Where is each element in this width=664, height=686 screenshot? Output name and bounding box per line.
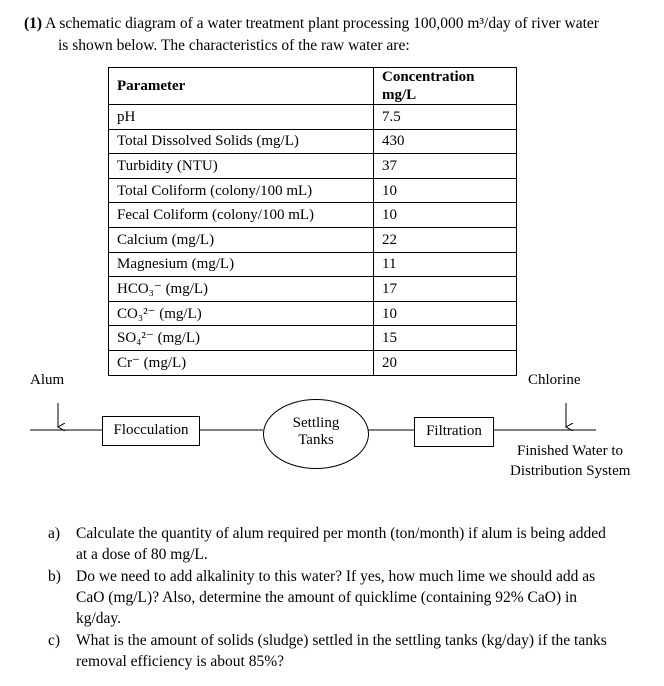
settling-tanks-ellipse [263,399,369,469]
filtration-label: Filtration [426,423,482,439]
parameter-cell: CO₃²⁻ (mg/L) [109,301,374,326]
intro-line-2: is shown below. The characteristics of the raw water are: [58,37,410,54]
problem-number: (1) [24,15,43,32]
question-list [48,523,608,673]
concentration-cell: 22 [374,227,517,252]
filtration-box [414,417,494,447]
parameter-cell: Cr⁻ (mg/L) [109,350,374,375]
question-text: Do we need to add alkalinity to this water? If yes, how much lime we should add as CaO (mg/L)? Also, determine the amount of quicklime (containing 92% CaO) in kg/day. [76,568,596,627]
concentration-cell: 17 [374,277,517,302]
concentration-cell: 430 [374,129,517,154]
finished-water-label-line2: Distribution System [510,463,631,479]
header-parameter: Parameter [109,68,374,105]
alum-label: Alum [30,372,65,388]
concentration-cell: 10 [374,178,517,203]
concentration-cell: 15 [374,326,517,351]
intro-line-1: A schematic diagram of a water treatment plant processing 100,000 m³/day of river water [45,15,599,32]
parameter-cell: Fecal Coliform (colony/100 mL) [109,203,374,228]
concentration-cell: 10 [374,301,517,326]
parameter-cell: pH [109,105,374,130]
parameter-cell: HCO₃⁻ (mg/L) [109,277,374,302]
parameter-cell: Calcium (mg/L) [109,227,374,252]
question-letter: c) [48,632,61,649]
parameter-cell: Magnesium (mg/L) [109,252,374,277]
concentration-cell: 7.5 [374,105,517,130]
question-text: Calculate the quantity of alum required per month (ton/month) if alum is being added at a dose of 80 mg/L. [76,525,606,563]
concentration-cell: 10 [374,203,517,228]
question-letter: b) [48,568,61,585]
finished-water-label-line1: Finished Water to [517,443,624,459]
question-letter: a) [48,525,61,542]
concentration-cell: 37 [374,154,517,179]
header-concentration: Concentration mg/L [374,68,517,105]
settling-label-line1: Settling [292,415,340,431]
parameter-cell: Total Coliform (colony/100 mL) [109,178,374,203]
flocculation-label: Flocculation [113,422,189,438]
concentration-cell: 20 [374,350,517,375]
question-b [48,566,608,629]
question-a [48,523,608,565]
parameter-cell: Turbidity (NTU) [109,154,374,179]
parameter-cell: SO₄²⁻ (mg/L) [109,326,374,351]
chlorine-label: Chlorine [528,372,581,388]
question-c [48,630,608,672]
settling-label-line2: Tanks [298,432,334,448]
concentration-cell: 11 [374,252,517,277]
question-text: What is the amount of solids (sludge) settled in the settling tanks (kg/day) if the tanks removal efficiency is about 85%? [76,632,607,670]
parameter-cell: Total Dissolved Solids (mg/L) [109,129,374,154]
flocculation-box [102,416,200,446]
